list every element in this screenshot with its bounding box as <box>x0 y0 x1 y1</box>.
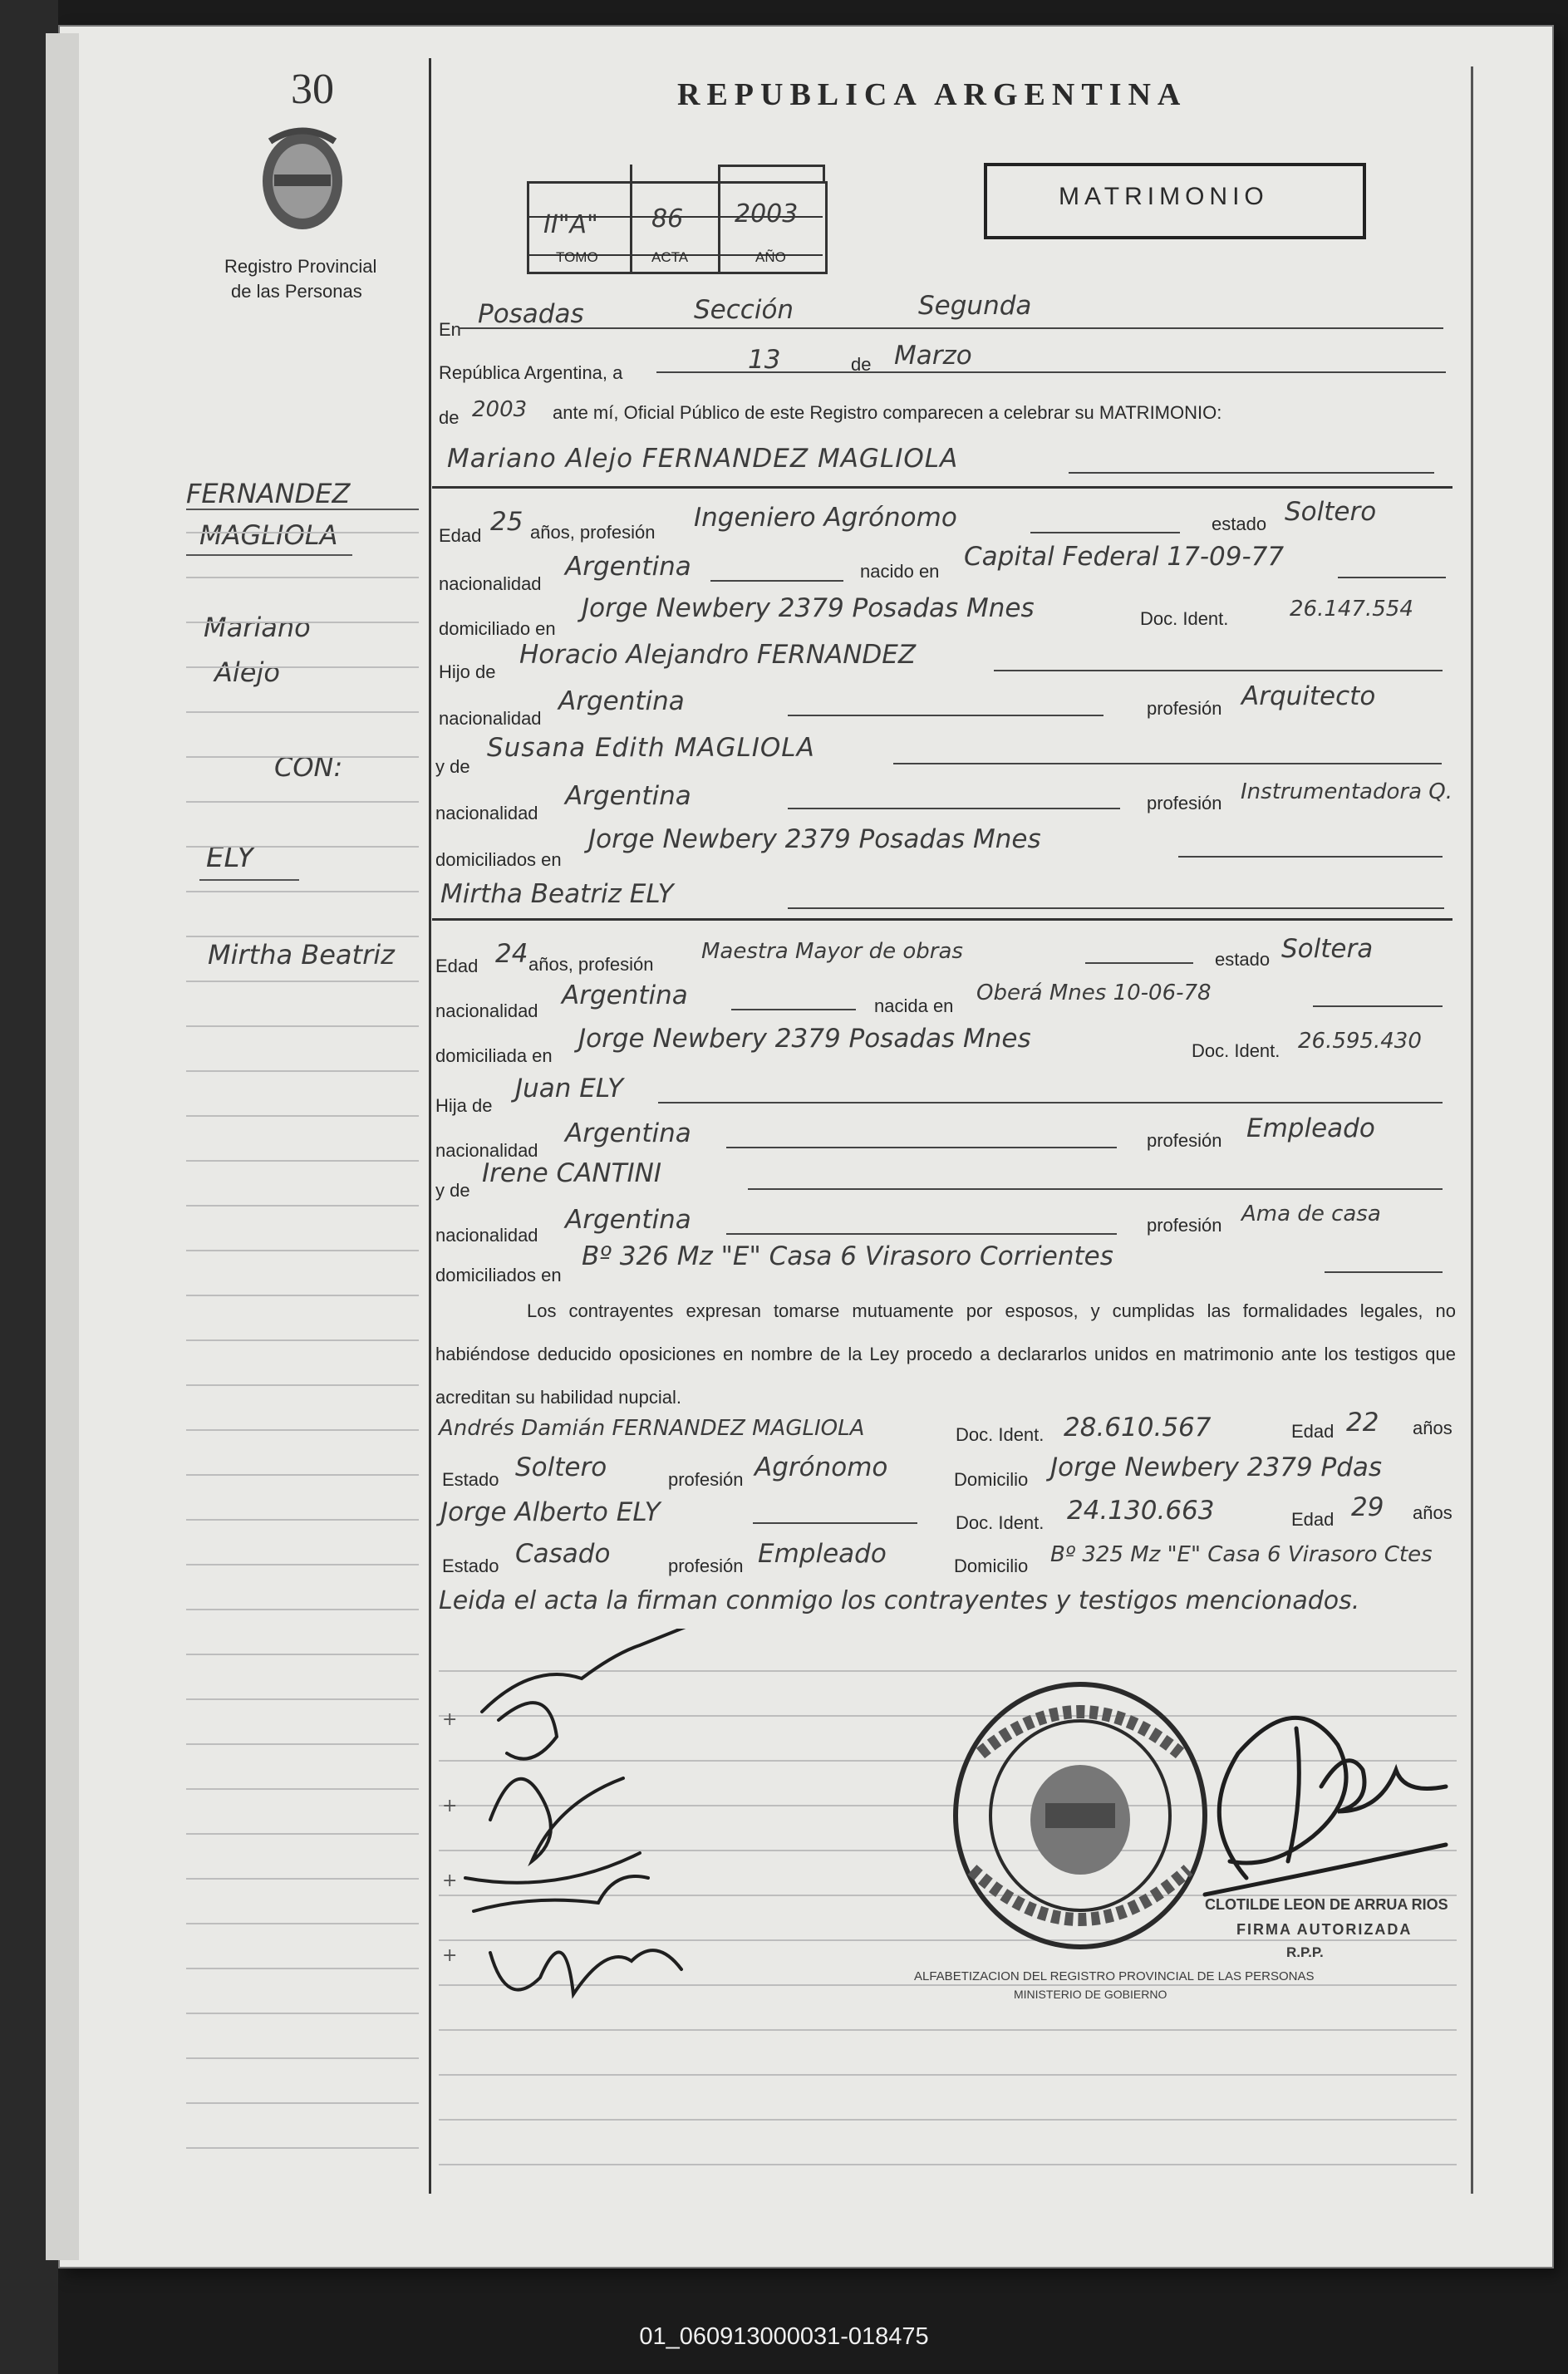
groom-padres-dom-label: domiciliados en <box>435 849 562 870</box>
margin-rule-line <box>186 577 419 578</box>
rep-label: República Argentina, a <box>439 362 623 383</box>
groom-madre-prof-label: profesión <box>1147 793 1222 813</box>
groom-edad-label: Edad <box>439 525 482 546</box>
registry-line1: Registro Provincial <box>224 256 377 277</box>
witness2-edad: 29 <box>1351 1492 1384 1522</box>
ano-value: 2003 <box>735 199 799 229</box>
bride-padre: Juan ELY <box>515 1074 624 1103</box>
groom-padres-dom: Jorge Newbery 2379 Posadas Mnes <box>588 824 1041 854</box>
margin-name2: Mirtha Beatriz <box>208 939 395 971</box>
groom-edad: 25 <box>490 507 523 537</box>
margin-rule-line <box>186 532 419 533</box>
bride-padre-nac-label: nacionalidad <box>435 1140 538 1161</box>
bride-padres-dom: Bº 326 Mz "E" Casa 6 Virasoro Corrientes <box>582 1241 1113 1271</box>
officer-initials: R.P.P. <box>1286 1944 1324 1960</box>
bride-madre-prof: Ama de casa <box>1241 1202 1381 1226</box>
witness1-estado-label: Estado <box>442 1469 499 1490</box>
witness2-dom: Bº 325 Mz "E" Casa 6 Virasoro Ctes <box>1050 1542 1433 1567</box>
groom-madre-prof: Instrumentadora Q. <box>1241 779 1453 804</box>
margin-con: CON: <box>274 751 343 783</box>
svg-text:+: + <box>442 1945 458 1966</box>
margin-rule-line <box>186 2057 419 2059</box>
record-box <box>527 165 826 273</box>
groom-doc: 26.147.554 <box>1290 597 1413 622</box>
witness2-prof: Empleado <box>758 1539 887 1569</box>
bride-profesion: Maestra Mayor de obras <box>701 939 963 964</box>
place-value: Posadas <box>478 299 584 329</box>
bride-edad: 24 <box>495 939 528 969</box>
bride-prof-label: años, profesión <box>528 954 654 975</box>
bride-domicilio: Jorge Newbery 2379 Posadas Mnes <box>578 1024 1031 1054</box>
margin-rule-line <box>186 1339 419 1341</box>
intro-text: ante mí, Oficial Público de este Registro comparecen a celebrar su MATRIMONIO: <box>553 402 1222 423</box>
bride-padre-nac: Argentina <box>565 1118 691 1148</box>
margin-rule-line <box>186 1788 419 1790</box>
bride-padres-dom-label: domiciliados en <box>435 1265 562 1285</box>
margin-rule-line <box>186 2147 419 2149</box>
margin-rule-line <box>186 1564 419 1565</box>
margin-rule-line <box>186 1025 419 1027</box>
bride-doc-label: Doc. Ident. <box>1192 1040 1280 1061</box>
declaration-text: Los contrayentes expresan tomarse mutuamente por esposos, y cumplidas las formalidades legales, no habiéndose deducido oposiciones en nombre de la Ley procedo a declararlos unidos en matrimonio ante los testigos que acreditan su habilidad nupcial. <box>435 1300 1456 1408</box>
groom-dom-label: domiciliado en <box>439 618 556 639</box>
body-rule-line <box>439 2074 1457 2076</box>
groom-madre: Susana Edith MAGLIOLA <box>487 733 815 763</box>
margin-rule-line <box>186 1160 419 1162</box>
bride-yde-label: y de <box>435 1180 470 1201</box>
bride-estado: Soltera <box>1281 934 1374 964</box>
margin-rule-line <box>186 801 419 803</box>
groom-padre-nac-label: nacionalidad <box>439 708 542 729</box>
witness2-doc: 24.130.663 <box>1067 1496 1215 1526</box>
margin-rule-line <box>186 981 419 982</box>
groom-estado: Soltero <box>1285 497 1377 527</box>
witness1-anos-label: años <box>1413 1418 1452 1438</box>
file-id: 01_060913000031-018475 <box>639 2323 929 2350</box>
bride-padre-prof-label: profesión <box>1147 1130 1222 1151</box>
witness2-prof-label: profesión <box>668 1556 744 1576</box>
groom-prof-label: años, profesión <box>530 522 656 543</box>
groom-domicilio: Jorge Newbery 2379 Posadas Mnes <box>582 593 1035 623</box>
groom-profesion: Ingeniero Agrónomo <box>694 503 957 533</box>
officer-name: CLOTILDE LEON DE ARRUA RIOS <box>1205 1896 1448 1913</box>
margin-rule-line <box>186 1205 419 1207</box>
document-title: REPUBLICA ARGENTINA <box>677 77 1187 112</box>
witness1-doc: 28.610.567 <box>1064 1413 1212 1443</box>
margin-rule-line <box>186 1654 419 1655</box>
margin-rule-line <box>186 711 419 713</box>
groom-hijo-label: Hijo de <box>439 661 496 682</box>
body-rule-line <box>439 2119 1457 2121</box>
bride-madre: Irene CANTINI <box>482 1158 661 1188</box>
acta-label: ACTA <box>651 249 689 265</box>
month-value: Marzo <box>894 341 972 371</box>
witness2-estado-label: Estado <box>442 1556 499 1576</box>
witness1-prof-label: profesión <box>668 1469 744 1490</box>
margin-rule-line <box>186 1519 419 1521</box>
bride-estado-label: estado <box>1215 949 1271 970</box>
groom-nacionalidad: Argentina <box>565 552 691 582</box>
bride-name: Mirtha Beatriz ELY <box>440 879 674 909</box>
margin-rule-line <box>186 1698 419 1700</box>
margin-rule-line <box>186 1474 419 1476</box>
bride-madre-nac-label: nacionalidad <box>435 1225 538 1246</box>
section-label: Sección <box>694 295 794 325</box>
year-value: 2003 <box>472 397 528 422</box>
groom-padre: Horacio Alejandro FERNANDEZ <box>519 640 917 670</box>
margin-surname1b: MAGLIOLA <box>199 519 338 551</box>
official-stamp-icon <box>947 1679 1213 1953</box>
witness2-anos-label: años <box>1413 1502 1452 1523</box>
year-label: de <box>439 407 460 428</box>
witness1-dom: Jorge Newbery 2379 Pdas <box>1050 1452 1383 1482</box>
groom-nacido-label: nacido en <box>860 561 940 582</box>
tomo-label: TOMO <box>556 249 598 265</box>
bride-hija-label: Hija de <box>435 1095 493 1116</box>
section-value: Segunda <box>918 291 1032 321</box>
margin-rule-line <box>186 2013 419 2014</box>
margin-rule-line <box>186 1070 419 1072</box>
groom-padre-prof-label: profesión <box>1147 698 1222 719</box>
margin-rule-line <box>186 666 419 668</box>
witness2-name: Jorge Alberto ELY <box>440 1497 661 1527</box>
witness2-edad-label: Edad <box>1291 1509 1335 1530</box>
margin-rule-line <box>186 1250 419 1251</box>
margin-rule-line <box>186 1384 419 1386</box>
groom-estado-label: estado <box>1212 514 1267 534</box>
witness1-name: Andrés Damián FERNANDEZ MAGLIOLA <box>439 1416 865 1441</box>
bride-nacida-label: nacida en <box>874 995 954 1016</box>
groom-nac-label: nacionalidad <box>439 573 542 594</box>
officer-signature-icon <box>1180 1695 1462 1903</box>
margin-rule-line <box>186 622 419 623</box>
bride-madre-nac: Argentina <box>565 1205 691 1235</box>
margin-surname1: FERNANDEZ <box>186 478 351 509</box>
groom-nacido: Capital Federal 17-09-77 <box>964 542 1285 572</box>
groom-doc-label: Doc. Ident. <box>1140 608 1229 629</box>
witness1-dom-label: Domicilio <box>954 1469 1029 1490</box>
margin-rule-line <box>186 1743 419 1745</box>
body-rule-line <box>439 2164 1457 2165</box>
margin-rule-line <box>186 2102 419 2104</box>
groom-madre-nac: Argentina <box>565 781 691 811</box>
svg-text:+: + <box>442 1870 458 1891</box>
de-label: de <box>851 354 872 375</box>
groom-madre-nac-label: nacionalidad <box>435 803 538 823</box>
en-label: En <box>439 319 461 340</box>
margin-rule-line <box>186 1833 419 1835</box>
margin-vline <box>429 58 431 2194</box>
witness1-prof: Agrónomo <box>755 1452 888 1482</box>
stamp-ring-text: ALFABETIZACION DEL REGISTRO PROVINCIAL DE LAS PERSONAS <box>914 1969 1315 1983</box>
margin-rule-line <box>186 891 419 892</box>
signatures-icon <box>432 1629 781 2044</box>
margin-name1b: Alejo <box>214 656 280 688</box>
bride-edad-label: Edad <box>435 956 479 976</box>
groom-name: Mariano Alejo FERNANDEZ MAGLIOLA <box>447 444 959 474</box>
bride-nacida: Oberá Mnes 10-06-78 <box>976 981 1212 1005</box>
bride-nacionalidad: Argentina <box>562 981 688 1010</box>
stamp-inner-text: MINISTERIO DE GOBIERNO <box>1014 1988 1167 2001</box>
margin-rule-line <box>186 756 419 758</box>
svg-text:+: + <box>442 1796 458 1816</box>
witness1-edad: 22 <box>1346 1408 1379 1438</box>
officer-firma: FIRMA AUTORIZADA <box>1236 1921 1413 1938</box>
day-value: 13 <box>748 345 781 375</box>
act-type-label: MATRIMONIO <box>1059 183 1269 210</box>
witness1-edad-label: Edad <box>1291 1421 1335 1442</box>
margin-rule-line <box>186 1295 419 1296</box>
svg-text:+: + <box>442 1709 458 1730</box>
margin-surname2: ELY <box>206 841 254 874</box>
right-vline <box>1471 66 1473 2194</box>
margin-rule-line <box>186 1429 419 1431</box>
bride-nac-label: nacionalidad <box>435 1000 538 1021</box>
closing-text: Leida el acta la firman conmigo los contrayentes y testigos mencionados. <box>439 1586 1360 1615</box>
ano-label: AÑO <box>755 249 786 265</box>
witness2-dom-label: Domicilio <box>954 1556 1029 1576</box>
groom-padre-nac: Argentina <box>558 686 685 716</box>
acta-value: 86 <box>651 204 684 233</box>
page-number: 30 <box>291 66 334 113</box>
bride-doc: 26.595.430 <box>1298 1029 1422 1054</box>
witness2-doc-label: Doc. Ident. <box>956 1512 1045 1533</box>
tomo-value: II"A" <box>543 210 598 239</box>
margin-rule-line <box>186 936 419 937</box>
bride-madre-prof-label: profesión <box>1147 1215 1222 1236</box>
registry-line2: de las Personas <box>231 281 362 302</box>
binding-strip <box>46 33 79 2260</box>
margin-rule-line <box>186 1968 419 1969</box>
groom-yde-label: y de <box>435 756 470 777</box>
bride-padre-prof: Empleado <box>1246 1113 1375 1143</box>
margin-rule-line <box>186 1923 419 1924</box>
coat-of-arms-icon <box>253 125 351 241</box>
groom-padre-prof: Arquitecto <box>1241 681 1376 711</box>
margin-name1a: Mariano <box>204 612 311 643</box>
witness1-doc-label: Doc. Ident. <box>956 1424 1045 1445</box>
margin-rule-line <box>186 1609 419 1610</box>
margin-rule-line <box>186 846 419 848</box>
margin-rule-line <box>186 1115 419 1117</box>
witness1-estado: Soltero <box>515 1452 607 1482</box>
margin-rule-line <box>186 1878 419 1880</box>
bride-dom-label: domiciliada en <box>435 1045 553 1066</box>
witness2-estado: Casado <box>515 1539 611 1569</box>
